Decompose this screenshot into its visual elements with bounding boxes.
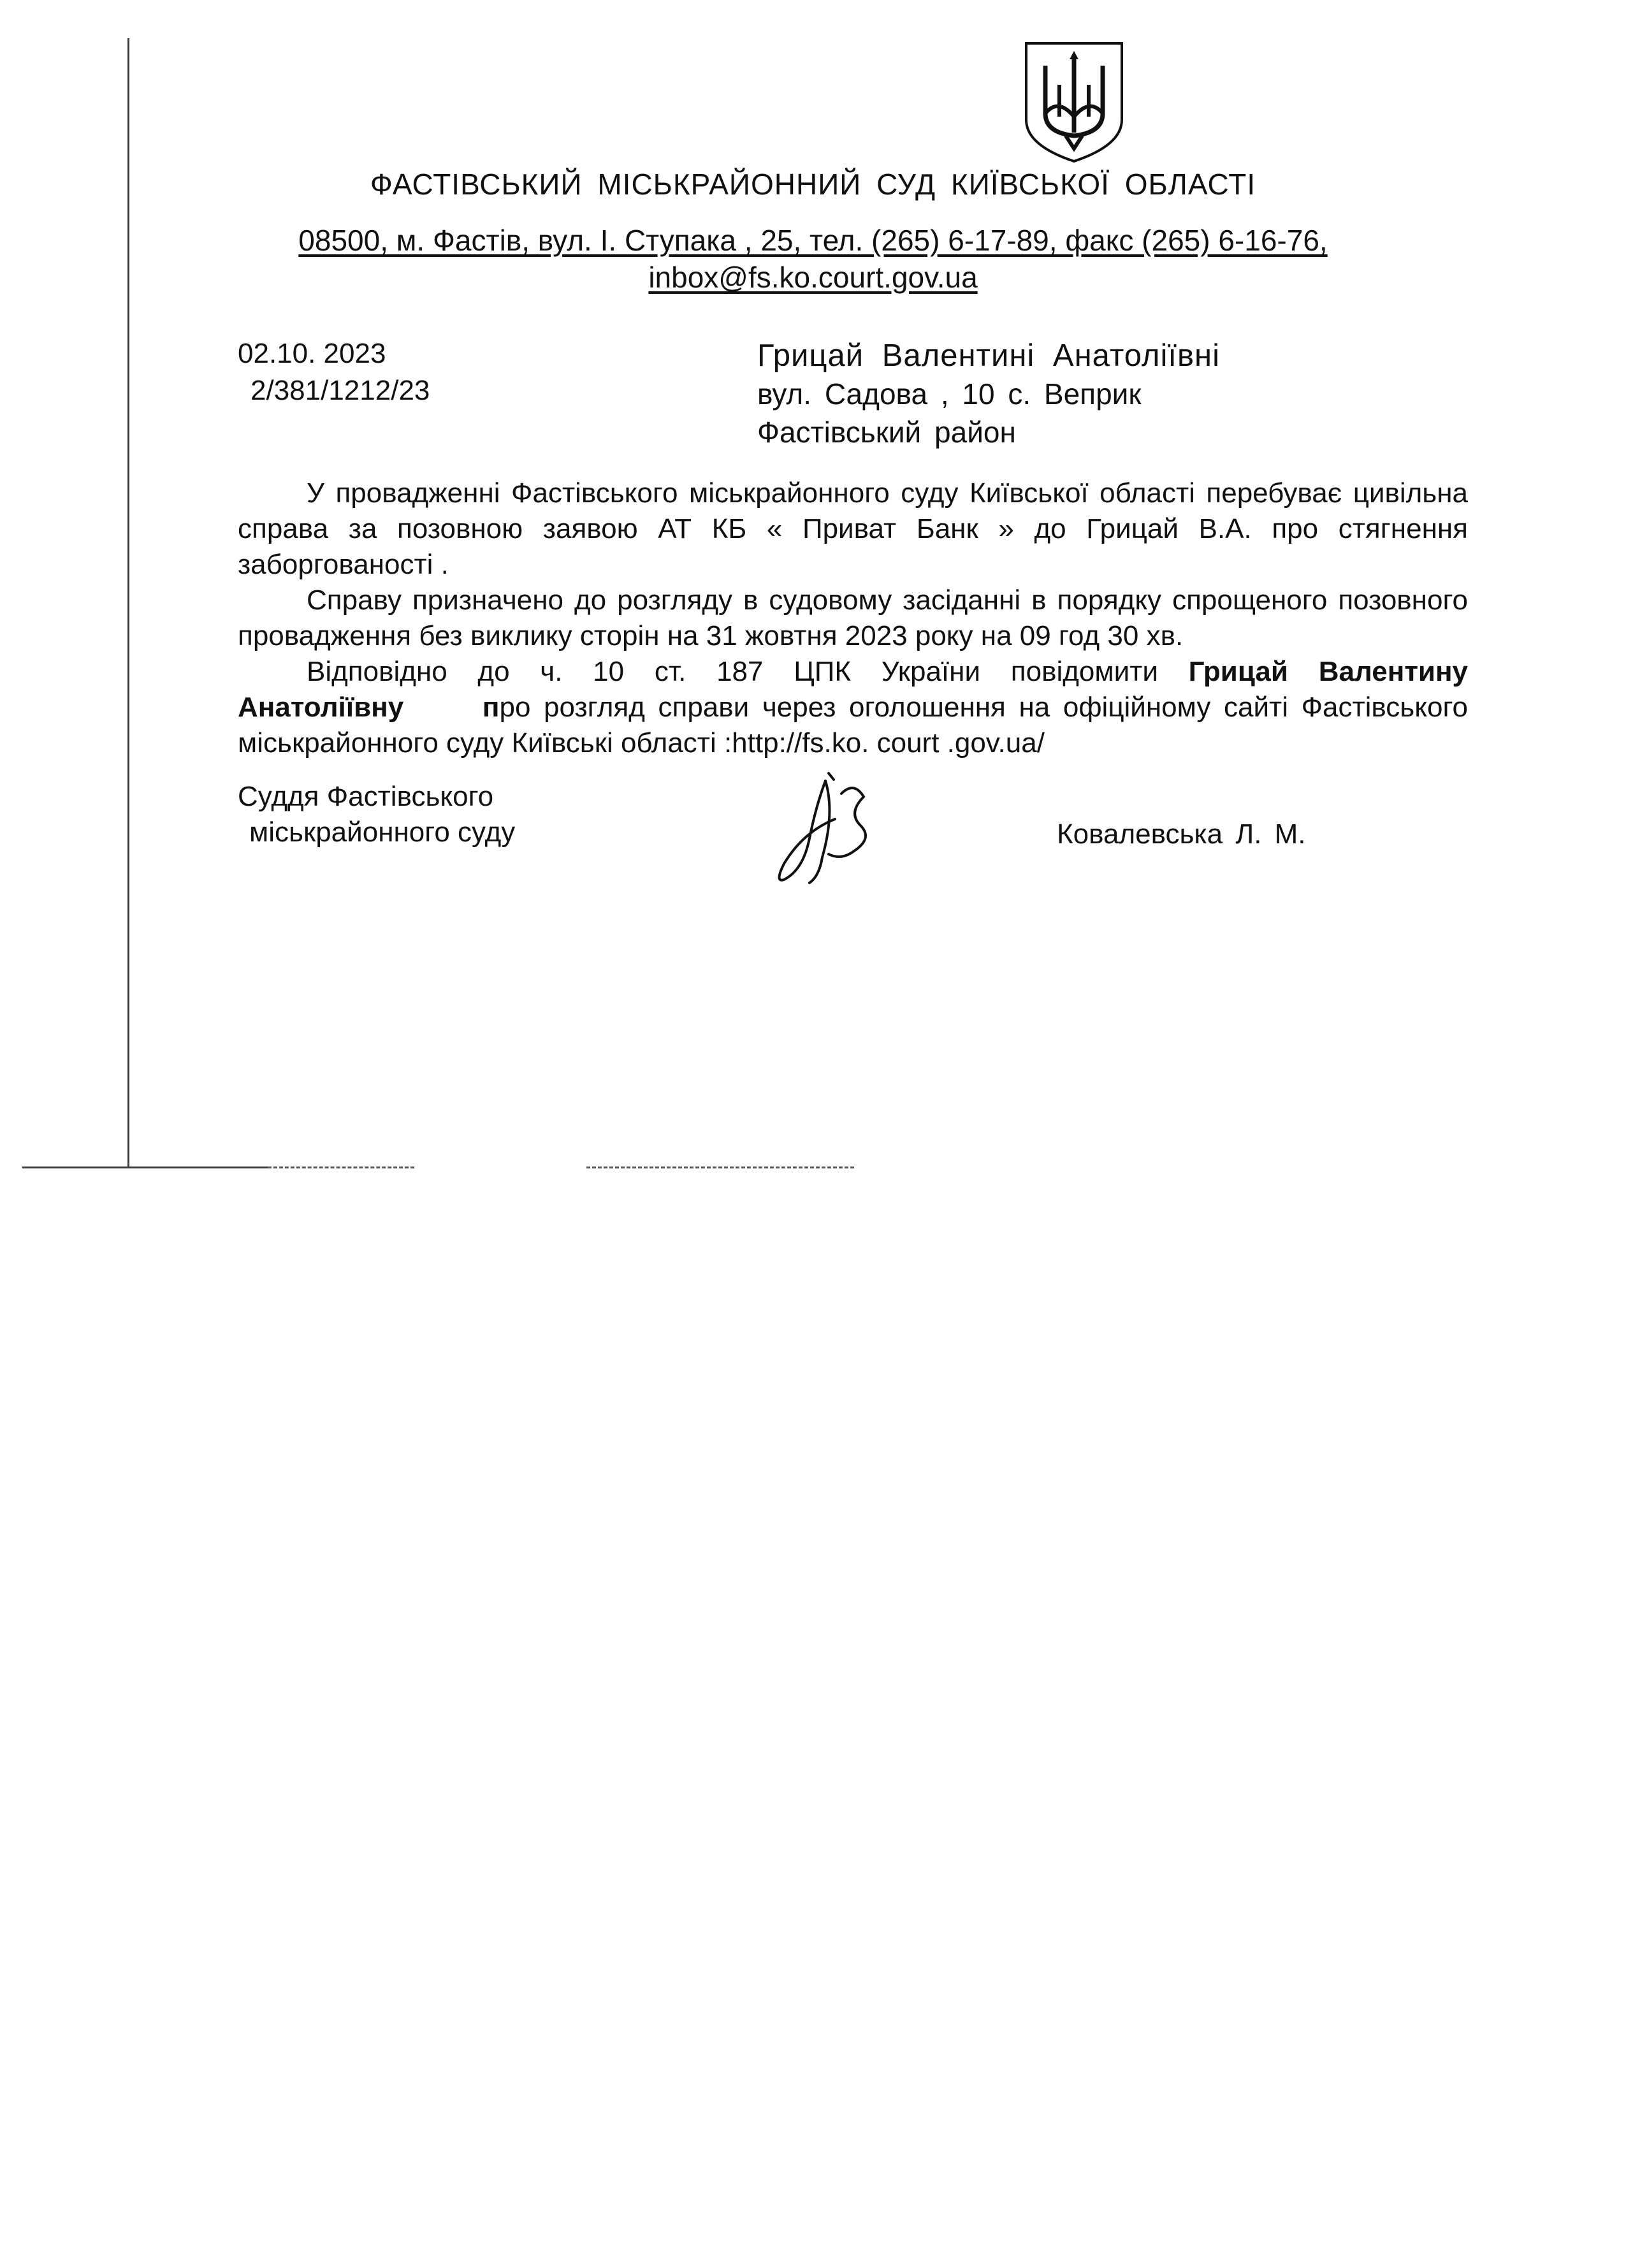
bottom-divider-dashed-right [586, 1167, 854, 1168]
judge-title [238, 779, 515, 850]
notice-intro: Відповідно до ч. 10 ст. 187 ЦПК України повідомити [307, 656, 1189, 687]
email-link[interactable]: inbox@fs.ko.court.gov.ua [648, 261, 978, 294]
judge-title-line: Суддя Фастівського [238, 781, 494, 812]
notice-bold-letter: п [482, 692, 500, 723]
addressee-name: Грицай Валентині Анатоліївні [757, 338, 1220, 373]
addressee-street: вул. Садова , 10 с. Веприк [757, 377, 1142, 411]
letter-body [238, 476, 1468, 761]
paragraph-case: У провадженні Фастівського міськрайонного суду Київської області перебуває цивільна справа за позовною заявою АТ КБ « Приват Банк » до Грицай В.А. про стягнення заборгованості . [238, 477, 1468, 580]
coat-of-arms-icon [1020, 37, 1128, 164]
notice-text: ро розгляд справи через оголошення на офіційному сайті Фастівського міськрайонного суду Київські області :http://fs.ko. court .gov.ua/ [238, 692, 1469, 759]
address-line: 08500, м. Фастів, вул. І. Ступака , 25, тел. (265) 6-17-89, факс (265) 6-16-76, [298, 224, 1328, 257]
judge-name: Ковалевська Л. М. [1057, 818, 1306, 850]
judge-title-line: міськрайонного суду [249, 817, 516, 848]
addressee-block [757, 337, 1220, 451]
handwritten-signature [765, 768, 905, 896]
paragraph-notice [238, 654, 1468, 761]
court-address [0, 222, 1626, 296]
court-name: ФАСТІВСЬКИЙ МІСЬКРАЙОННИЙ СУД КИЇВСЬКОЇ ОБЛАСТІ [370, 168, 1256, 201]
bottom-divider [22, 1167, 268, 1168]
left-margin-line [127, 38, 129, 1167]
document-number: 2/381/1212/23 [250, 375, 430, 406]
bottom-divider-dashed [268, 1167, 414, 1168]
notice-defendant-name: Грицай Валентину Анатоліївну [238, 656, 1468, 723]
addressee-district: Фастівський район [757, 416, 1016, 449]
document-date: 02.10. 2023 [238, 338, 386, 369]
paragraph-hearing: Справу призначено до розгляду в судовому засіданні в порядку спрощеного позовного провадження без виклику сторін на 31 жовтня 2023 року на 09 год 30 хв. [238, 585, 1468, 651]
